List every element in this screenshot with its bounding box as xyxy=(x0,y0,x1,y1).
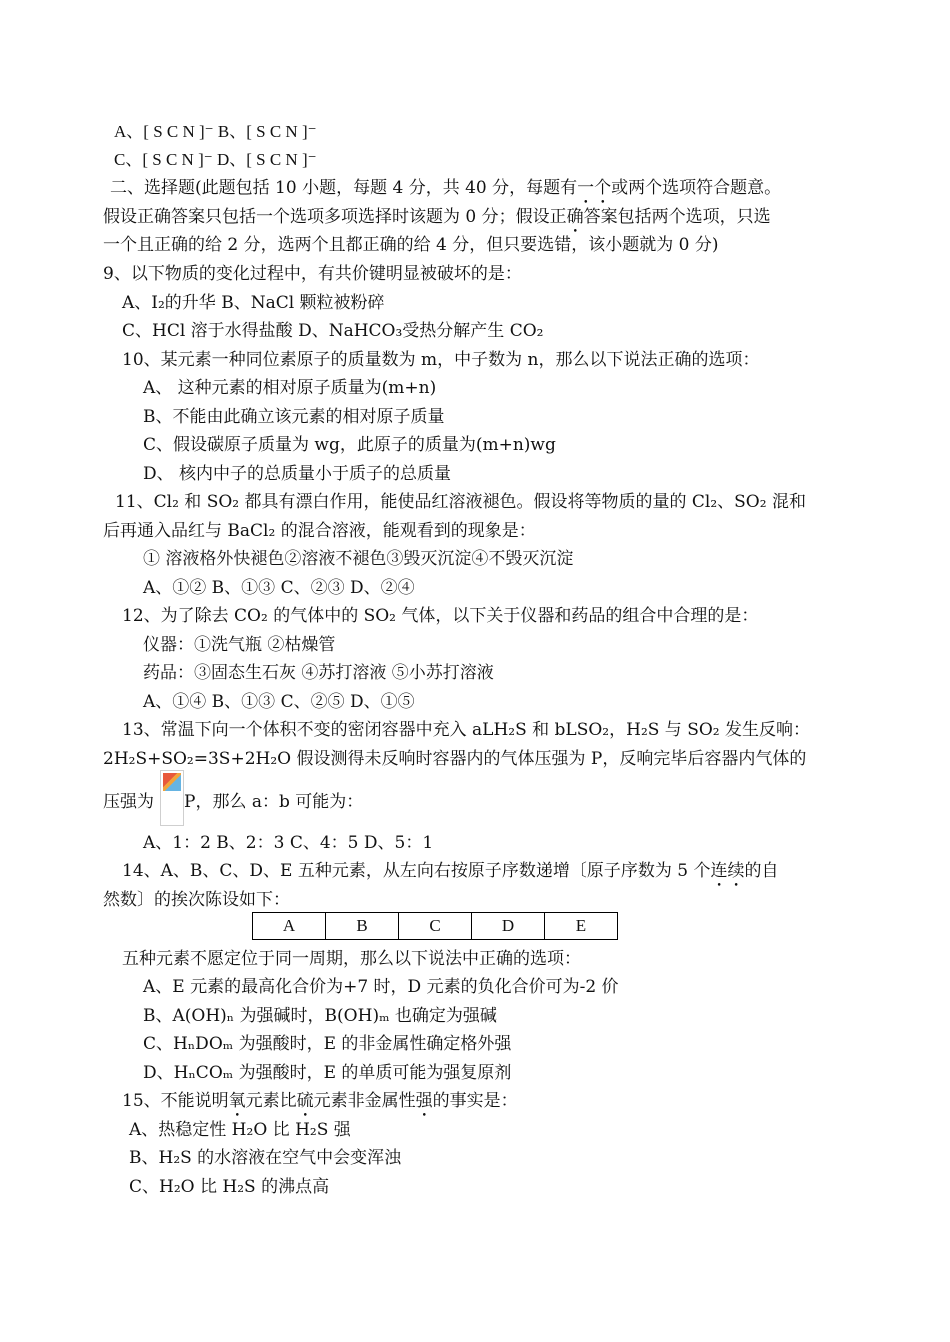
emphasis-text: 确 xyxy=(566,207,584,227)
q10-option-d: D、 核内中子的总质量小于质子的总质量 xyxy=(143,464,452,484)
q10-stem: 10、某元素一种同位素原子的质量数为 m，中子数为 n，那么以下说法正确的选项： xyxy=(122,350,760,370)
emphasis-text: 强 xyxy=(415,1091,433,1111)
q13-stem-line3b: P，那么 a：b 可能为： xyxy=(184,792,364,812)
q11-options: A、①② B、①③ C、②③ D、②④ xyxy=(143,578,415,598)
broken-image-icon xyxy=(160,770,184,826)
q8-options-cd: C、[ S C N ]⁻ D、[ S C N ]⁻ xyxy=(114,150,317,169)
q13-stem-line2: 2H₂S+SO₂=3S+2H₂O 假设测得未反响时容器内的气体压强为 P，反响完毕后容器内气体的 xyxy=(103,749,807,769)
q15-stem: 15、不能说明氧元素比硫元素非金属性强的事实是： xyxy=(122,1091,518,1111)
q10-option-c: C、假设碳原子质量为 wg，此原子的质量为(m+n)wg xyxy=(143,435,556,455)
table-cell: C xyxy=(399,913,472,940)
table-cell: A xyxy=(253,913,326,940)
q15-option-b: B、H₂S 的水溶液在空气中会变浑浊 xyxy=(129,1148,402,1168)
q11-phenomena: ① 溶液格外快褪色②溶液不褪色③毁灭沉淀④不毁灭沉淀 xyxy=(143,549,574,569)
q12-reagents: 药品：③固态生石灰 ④苏打溶液 ⑤小苏打溶液 xyxy=(143,663,494,683)
table-cell: B xyxy=(326,913,399,940)
emphasis-text: 连续 xyxy=(710,861,745,881)
q14-option-a: A、E 元素的最高化合价为+7 时，D 元素的负化合价可为-2 价 xyxy=(143,977,619,997)
q13-stem-line3a: 压强为 xyxy=(103,792,154,812)
q12-stem: 12、为了除去 CO₂ 的气体中的 SO₂ 气体，以下关于仪器和药品的组合中合理的是： xyxy=(122,606,759,626)
q11-stem-line1: 11、Cl₂ 和 SO₂ 都具有漂白作用，能使品红溶液褪色。假设将等物质的量的 Cl₂、SO₂ 混和 xyxy=(115,492,806,512)
q9-stem: 9、以下物质的变化过程中，有共价键明显被破坏的是： xyxy=(103,264,522,284)
table-cell: E xyxy=(545,913,618,940)
table-row xyxy=(253,913,618,940)
q9-options-ab: A、I₂的升华 B、NaCl 颗粒被粉碎 xyxy=(122,293,385,313)
q14-option-b: B、A(OH)ₙ 为强碱时，B(OH)ₘ 也确定为强碱 xyxy=(143,1006,497,1026)
section2-instructions-line2: 假设正确答案只包括一个选项多项选择时该题为 0 分；假设正确答案包括两个选项，只选 xyxy=(103,207,771,227)
q11-stem-line2: 后再通入品红与 BaCl₂ 的混合溶液，能观看到的现象是： xyxy=(103,521,536,541)
q8-options-ab: A、[ S C N ]⁻ B、[ S C N ]⁻ xyxy=(114,122,317,141)
section2-instructions-line3: 一个且正确的给 2 分，选两个且都正确的给 4 分，但只要选错，该小题就为 0 分) xyxy=(103,235,719,255)
q9-options-cd: C、HCl 溶于水得盐酸 D、NaHCO₃受热分解产生 CO₂ xyxy=(122,321,544,341)
element-order-table xyxy=(252,912,618,940)
section2-instructions-line1: 二、选择题(此题包括 10 小题，每题 4 分，共 40 分，每题有一个或两个选项符合题意。 xyxy=(110,178,782,198)
emphasis-text: 一个 xyxy=(577,178,612,198)
emphasis-text: 硫 xyxy=(296,1091,314,1111)
q10-option-b: B、不能由此确立该元素的相对原子质量 xyxy=(143,407,445,427)
q14-stem-line1: 14、A、B、C、D、E 五种元素，从左向右按原子序数递增〔原子序数为 5 个连续的自 xyxy=(122,861,779,881)
q14-option-d: D、HₙCOₘ 为强酸时，E 的单质可能为强复原剂 xyxy=(143,1063,512,1083)
q13-options: A、1：2 B、2：3 C、4：5 D、5：1 xyxy=(143,833,434,853)
emphasis-text: 氧 xyxy=(228,1091,246,1111)
q13-stem-line1: 13、常温下向一个体积不变的密闭容器中充入 aLH₂S 和 bLSO₂，H₂S 与 SO₂ 发生反响： xyxy=(122,720,811,740)
q14-option-c: C、HₙDOₘ 为强酸时，E 的非金属性确定格外强 xyxy=(143,1034,512,1054)
q15-option-a: A、热稳定性 H₂O 比 H₂S 强 xyxy=(129,1120,351,1140)
q12-options: A、①④ B、①③ C、②⑤ D、①⑤ xyxy=(143,692,415,712)
q14-stem-line3: 五种元素不愿定位于同一周期，那么以下说法中正确的选项： xyxy=(122,949,581,969)
q14-stem-line2: 然数〕的挨次陈设如下： xyxy=(103,890,290,910)
q15-option-c: C、H₂O 比 H₂S 的沸点高 xyxy=(129,1177,330,1197)
table-cell: D xyxy=(472,913,545,940)
q12-instruments: 仪器：①洗气瓶 ②枯燥管 xyxy=(143,635,336,655)
q10-option-a: A、 这种元素的相对原子质量为(m+n) xyxy=(143,378,437,398)
